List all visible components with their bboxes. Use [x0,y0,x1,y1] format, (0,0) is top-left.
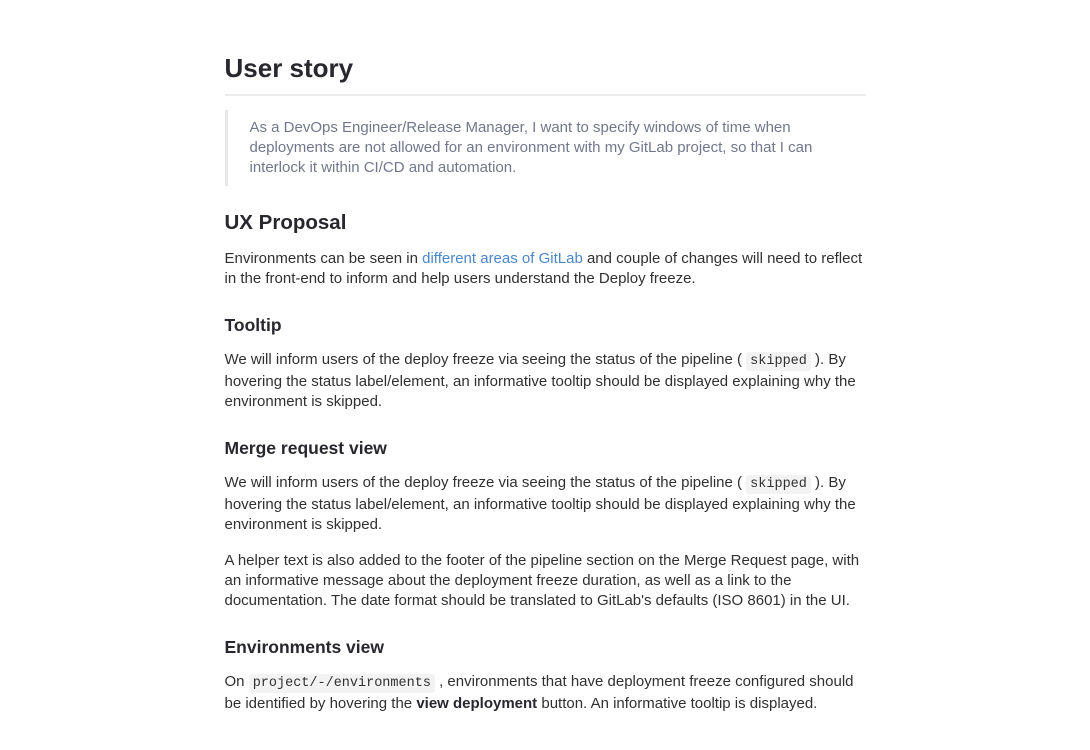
ux-proposal-text-before-link: Environments can be seen in [224,250,423,267]
ux-proposal-heading: UX Proposal [224,211,347,234]
issue-description [225,0,866,714]
skipped-inline-code: skipped [746,475,811,494]
merge-request-view-heading: Merge request view [224,438,387,458]
merge-request-text-before-code: We will inform users of the deploy freeze via seeing the status of the pipeline ( [224,474,747,491]
user-story-blockquote [225,110,866,186]
merge-request-paragraph [225,473,866,535]
user-story-heading: User story [225,53,866,96]
tooltip-text-before-code: We will inform users of the deploy freeze via seeing the status of the pipeline ( [224,351,747,368]
tooltip-text-after-code: ). By hovering the status label/element, an informative tooltip should be displayed explaining why the environment is skipped. [224,351,856,410]
skipped-inline-code: skipped [746,352,811,371]
view-deployment-bold-text: view deployment [416,695,538,712]
environments-text-after-code: , environments that have deployment freeze configured should be identified by hovering the [224,673,854,712]
environments-paragraph [225,672,866,714]
ux-proposal-paragraph [225,249,866,289]
environments-text-after-bold: button. An informative tooltip is displayed. [537,695,818,712]
user-story-quote-text: As a DevOps Engineer/Release Manager, I want to specify windows of time when deployments are not allowed for an environment with my GitLab project, so that I can interlock it within CI/CD and automation. [249,119,813,176]
merge-request-text-after-code: ). By hovering the status label/element, an informative tooltip should be displayed explaining why the environment is skipped. [224,474,856,533]
tooltip-heading: Tooltip [224,315,282,335]
merge-request-helper-paragraph: A helper text is also added to the footer of the pipeline section on the Merge Request page, with an informative message about the deployment freeze duration, as well as a link to the documentation. The date format should be translated to GitLab's defaults (ISO 8601) in the UI. [224,552,860,609]
environments-view-heading: Environments view [224,637,384,657]
different-areas-of-gitlab-link[interactable]: different areas of GitLab [422,250,583,267]
environments-text-before-code: On [224,673,249,690]
tooltip-paragraph [225,350,866,412]
environments-path-inline-code: project/-/environments [249,674,435,693]
ux-proposal-text-after-link: and couple of changes will need to reflect in the front-end to inform and help users understand the Deploy freeze. [224,250,863,287]
